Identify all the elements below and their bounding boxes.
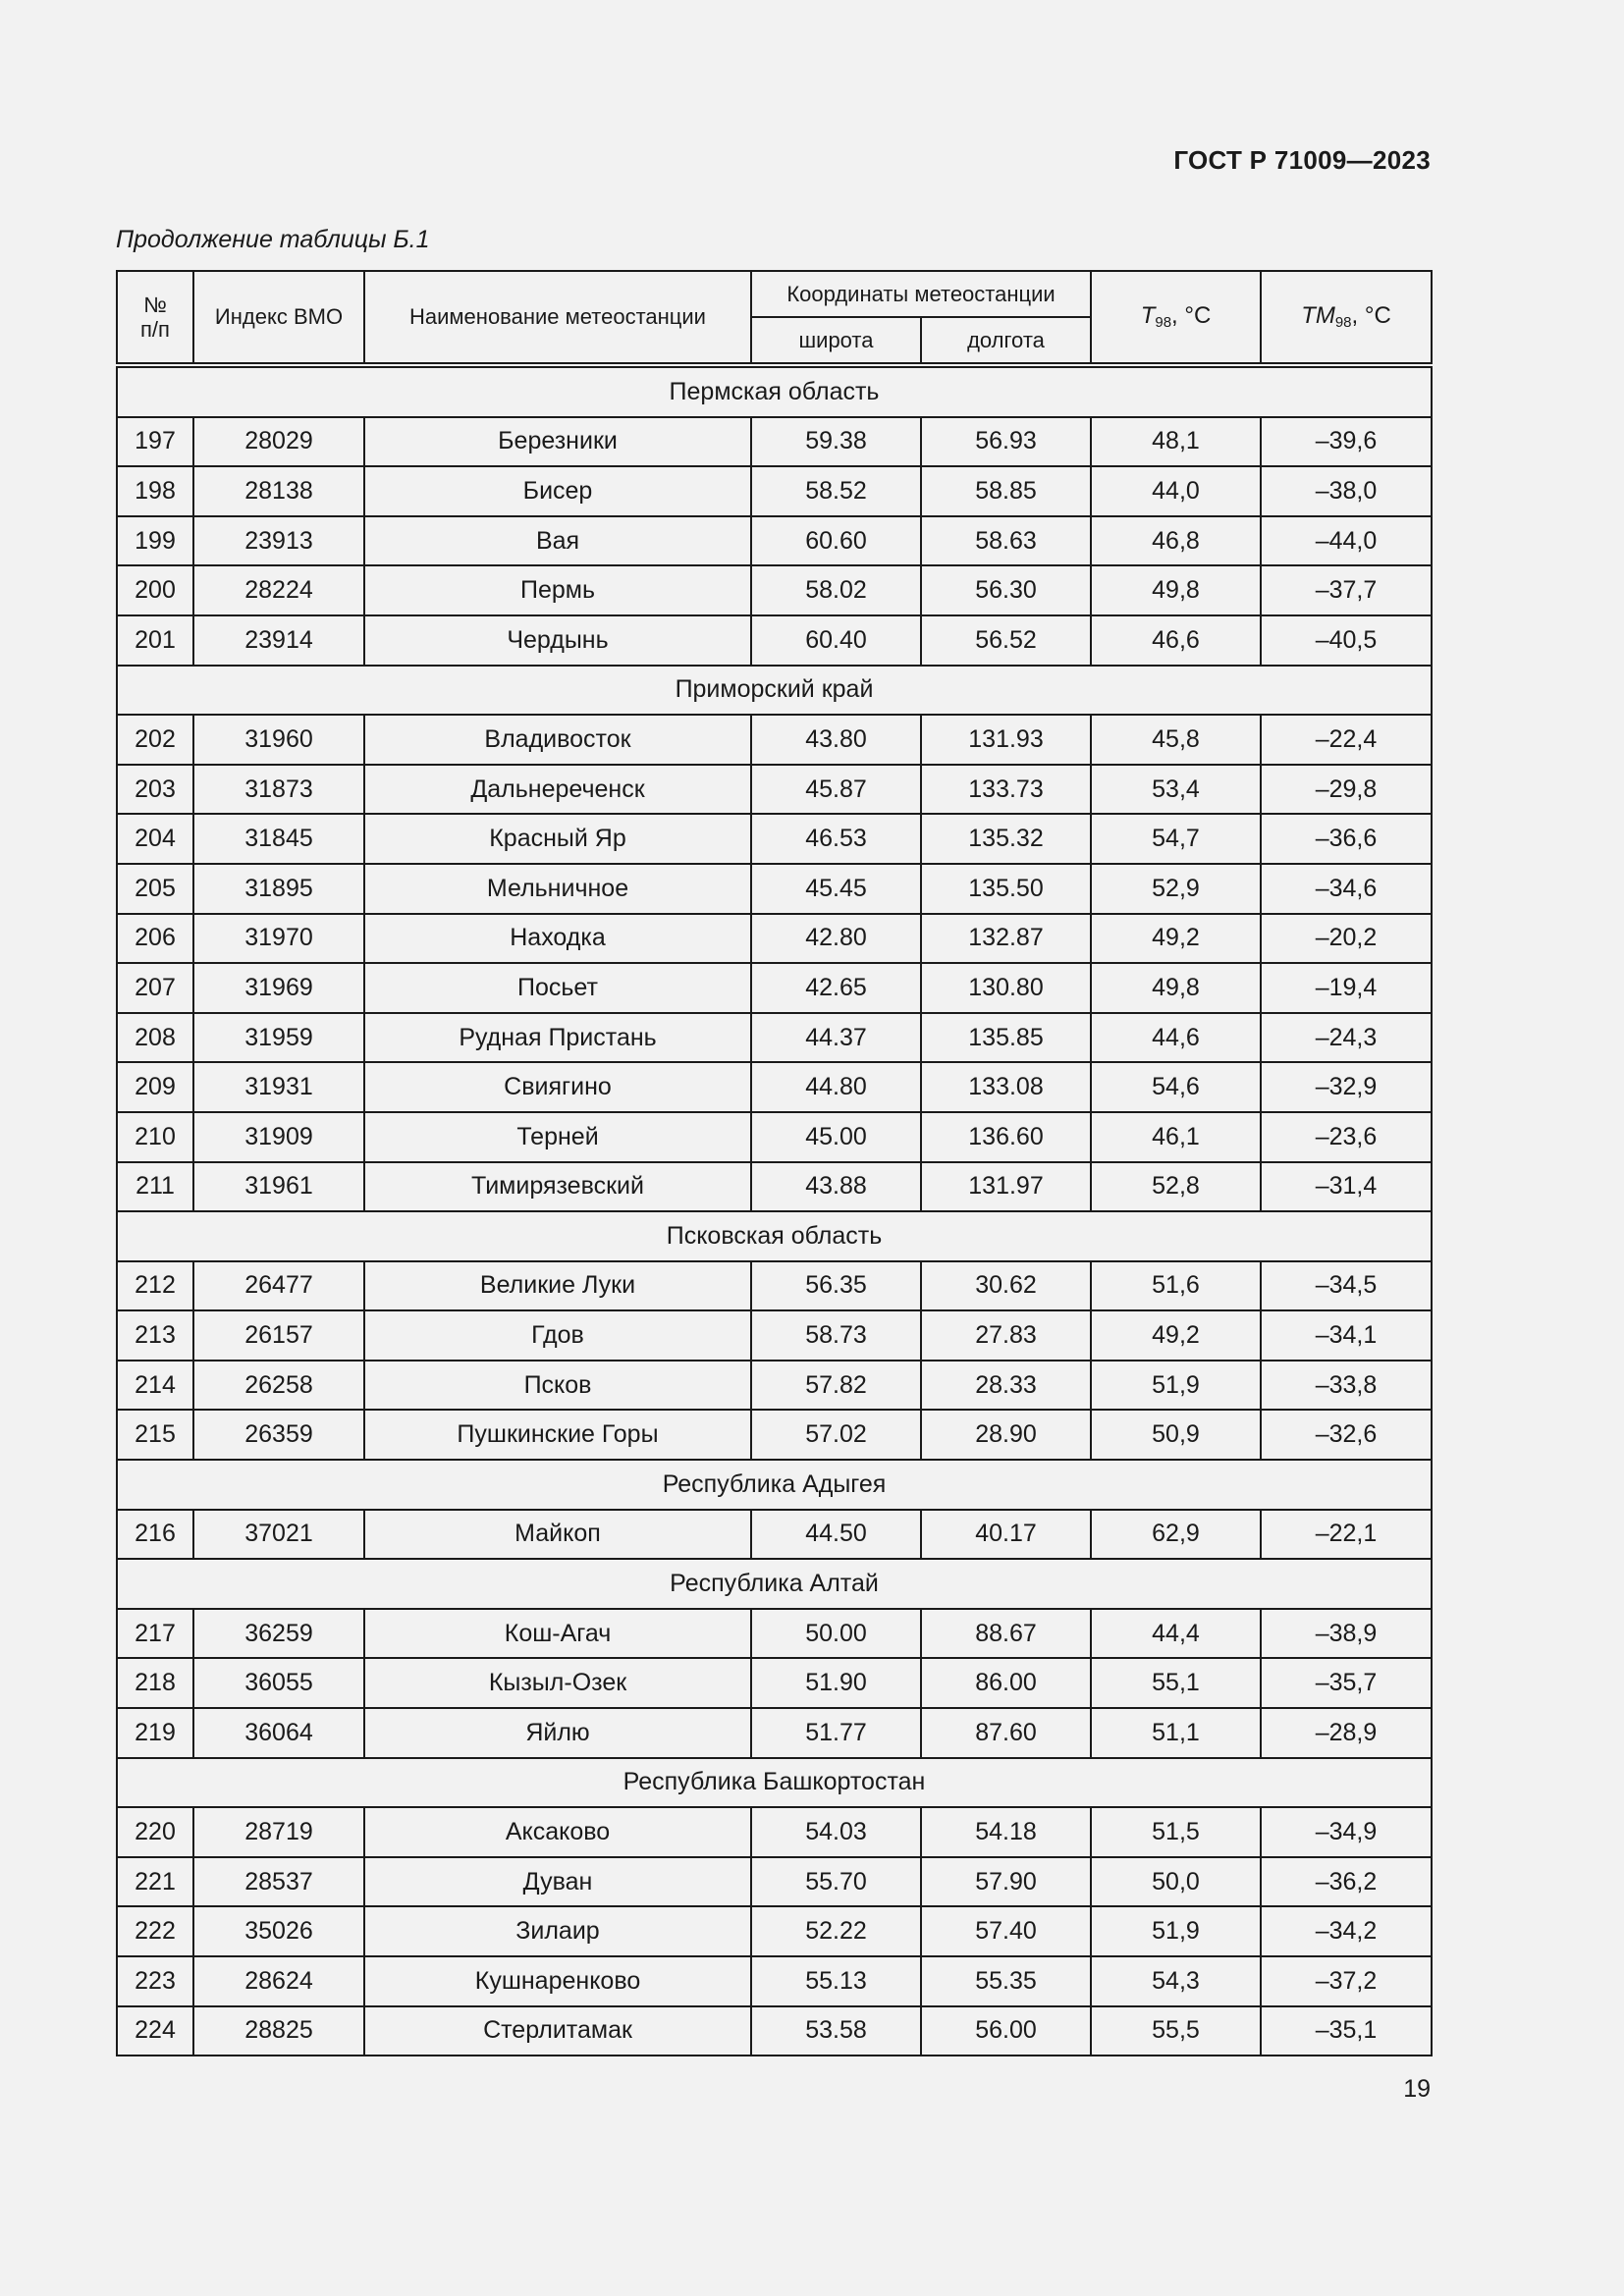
longitude: 56.52 [921, 615, 1091, 666]
latitude: 45.45 [751, 864, 921, 914]
wmo-index: 31895 [193, 864, 364, 914]
station-name: Яйлю [364, 1708, 751, 1758]
region-name: Псковская область [117, 1211, 1432, 1261]
wmo-index: 26359 [193, 1410, 364, 1460]
wmo-index: 31959 [193, 1013, 364, 1063]
header-t98-symbol: T [1140, 302, 1156, 330]
station-name: Дальнереченск [364, 765, 751, 815]
t98-value: 55,1 [1091, 1658, 1261, 1708]
header-tm98-symbol: TM [1301, 302, 1335, 330]
wmo-index: 31909 [193, 1112, 364, 1162]
station-name: Посьет [364, 963, 751, 1013]
row-number: 213 [117, 1310, 193, 1361]
tm98-value: –38,0 [1261, 466, 1432, 516]
t98-value: 49,2 [1091, 914, 1261, 964]
table-row [117, 1361, 1432, 1411]
wmo-index: 31873 [193, 765, 364, 815]
longitude: 54.18 [921, 1807, 1091, 1857]
latitude: 51.77 [751, 1708, 921, 1758]
row-number: 212 [117, 1261, 193, 1311]
row-number: 197 [117, 417, 193, 467]
table-row [117, 1310, 1432, 1361]
table-row [117, 1410, 1432, 1460]
tm98-value: –34,1 [1261, 1310, 1432, 1361]
longitude: 133.73 [921, 765, 1091, 815]
station-name: Стерлитамак [364, 2006, 751, 2056]
header-num [117, 271, 193, 365]
latitude: 45.87 [751, 765, 921, 815]
wmo-index: 26258 [193, 1361, 364, 1411]
header-num-line1: № [143, 292, 167, 317]
row-number: 204 [117, 814, 193, 864]
row-number: 219 [117, 1708, 193, 1758]
t98-value: 50,0 [1091, 1857, 1261, 1907]
table-row [117, 814, 1432, 864]
longitude: 131.93 [921, 715, 1091, 765]
longitude: 131.97 [921, 1162, 1091, 1212]
station-name: Владивосток [364, 715, 751, 765]
latitude: 57.82 [751, 1361, 921, 1411]
region-name: Приморский край [117, 666, 1432, 716]
longitude: 56.00 [921, 2006, 1091, 2056]
longitude: 27.83 [921, 1310, 1091, 1361]
wmo-index: 35026 [193, 1906, 364, 1956]
longitude: 135.32 [921, 814, 1091, 864]
station-name: Вая [364, 516, 751, 566]
station-name: Псков [364, 1361, 751, 1411]
row-number: 206 [117, 914, 193, 964]
header-wmo-index: Индекс ВМО [193, 271, 364, 365]
longitude: 86.00 [921, 1658, 1091, 1708]
station-name: Гдов [364, 1310, 751, 1361]
latitude: 56.35 [751, 1261, 921, 1311]
tm98-value: –36,6 [1261, 814, 1432, 864]
station-name: Пушкинские Горы [364, 1410, 751, 1460]
table-body [117, 365, 1432, 2056]
tm98-value: –38,9 [1261, 1609, 1432, 1659]
wmo-index: 26157 [193, 1310, 364, 1361]
wmo-index: 28537 [193, 1857, 364, 1907]
wmo-index: 28825 [193, 2006, 364, 2056]
header-t98 [1091, 271, 1261, 365]
table-row [117, 715, 1432, 765]
latitude: 58.73 [751, 1310, 921, 1361]
longitude: 135.50 [921, 864, 1091, 914]
row-number: 209 [117, 1062, 193, 1112]
station-name: Кош-Агач [364, 1609, 751, 1659]
station-name: Березники [364, 417, 751, 467]
table-row [117, 765, 1432, 815]
longitude: 58.63 [921, 516, 1091, 566]
wmo-index: 37021 [193, 1510, 364, 1560]
region-row [117, 1211, 1432, 1261]
row-number: 208 [117, 1013, 193, 1063]
t98-value: 54,7 [1091, 814, 1261, 864]
table-row [117, 466, 1432, 516]
latitude: 60.60 [751, 516, 921, 566]
wmo-index: 36064 [193, 1708, 364, 1758]
tm98-value: –37,2 [1261, 1956, 1432, 2006]
station-name: Мельничное [364, 864, 751, 914]
header-tm98-sub: 98 [1334, 314, 1352, 332]
station-name: Кызыл-Озек [364, 1658, 751, 1708]
latitude: 44.50 [751, 1510, 921, 1560]
tm98-value: –34,6 [1261, 864, 1432, 914]
table-row [117, 1013, 1432, 1063]
t98-value: 53,4 [1091, 765, 1261, 815]
t98-value: 62,9 [1091, 1510, 1261, 1560]
wmo-index: 28719 [193, 1807, 364, 1857]
t98-value: 46,1 [1091, 1112, 1261, 1162]
station-name: Кушнаренково [364, 1956, 751, 2006]
table-row [117, 1609, 1432, 1659]
tm98-value: –23,6 [1261, 1112, 1432, 1162]
wmo-index: 23913 [193, 516, 364, 566]
region-row [117, 1460, 1432, 1510]
latitude: 55.13 [751, 1956, 921, 2006]
region-row [117, 365, 1432, 417]
station-name: Бисер [364, 466, 751, 516]
t98-value: 52,9 [1091, 864, 1261, 914]
t98-value: 51,9 [1091, 1361, 1261, 1411]
table-row [117, 1261, 1432, 1311]
t98-value: 49,8 [1091, 565, 1261, 615]
latitude: 42.65 [751, 963, 921, 1013]
t98-value: 44,0 [1091, 466, 1261, 516]
table-row [117, 914, 1432, 964]
wmo-index: 31969 [193, 963, 364, 1013]
longitude: 132.87 [921, 914, 1091, 964]
table-row [117, 516, 1432, 566]
latitude: 52.22 [751, 1906, 921, 1956]
header-coordinates: Координаты метеостанции [751, 271, 1091, 317]
latitude: 44.80 [751, 1062, 921, 1112]
header-latitude: широта [751, 317, 921, 365]
table-row [117, 1956, 1432, 2006]
tm98-value: –35,1 [1261, 2006, 1432, 2056]
tm98-value: –24,3 [1261, 1013, 1432, 1063]
station-name: Зилаир [364, 1906, 751, 1956]
header-num-line2: п/п [140, 317, 170, 342]
longitude: 30.62 [921, 1261, 1091, 1311]
station-name: Свиягино [364, 1062, 751, 1112]
row-number: 205 [117, 864, 193, 914]
table-row [117, 417, 1432, 467]
wmo-index: 36055 [193, 1658, 364, 1708]
table-row [117, 1062, 1432, 1112]
t98-value: 44,6 [1091, 1013, 1261, 1063]
tm98-value: –32,6 [1261, 1410, 1432, 1460]
header-station-name: Наименование метеостанции [364, 271, 751, 365]
region-row [117, 666, 1432, 716]
latitude: 45.00 [751, 1112, 921, 1162]
tm98-value: –19,4 [1261, 963, 1432, 1013]
t98-value: 45,8 [1091, 715, 1261, 765]
longitude: 58.85 [921, 466, 1091, 516]
table-row [117, 963, 1432, 1013]
region-name: Республика Алтай [117, 1559, 1432, 1609]
table-row [117, 864, 1432, 914]
longitude: 57.40 [921, 1906, 1091, 1956]
tm98-value: –32,9 [1261, 1062, 1432, 1112]
t98-value: 54,6 [1091, 1062, 1261, 1112]
t98-value: 54,3 [1091, 1956, 1261, 2006]
wmo-index: 31931 [193, 1062, 364, 1112]
wmo-index: 36259 [193, 1609, 364, 1659]
table-row [117, 1112, 1432, 1162]
tm98-value: –40,5 [1261, 615, 1432, 666]
row-number: 203 [117, 765, 193, 815]
header-t98-unit: , °C [1171, 302, 1212, 330]
station-name: Аксаково [364, 1807, 751, 1857]
longitude: 57.90 [921, 1857, 1091, 1907]
t98-value: 51,6 [1091, 1261, 1261, 1311]
table-row [117, 1857, 1432, 1907]
wmo-index: 23914 [193, 615, 364, 666]
latitude: 53.58 [751, 2006, 921, 2056]
table-row [117, 1162, 1432, 1212]
tm98-value: –37,7 [1261, 565, 1432, 615]
header-tm98-unit: , °C [1351, 302, 1391, 330]
row-number: 223 [117, 1956, 193, 2006]
t98-value: 46,8 [1091, 516, 1261, 566]
station-name: Пермь [364, 565, 751, 615]
table-caption: Продолжение таблицы Б.1 [116, 226, 430, 253]
longitude: 87.60 [921, 1708, 1091, 1758]
row-number: 202 [117, 715, 193, 765]
t98-value: 49,8 [1091, 963, 1261, 1013]
row-number: 198 [117, 466, 193, 516]
station-name: Тимирязевский [364, 1162, 751, 1212]
tm98-value: –33,8 [1261, 1361, 1432, 1411]
page-number: 19 [1403, 2075, 1431, 2103]
stations-table [116, 270, 1433, 2056]
latitude: 57.02 [751, 1410, 921, 1460]
longitude: 55.35 [921, 1956, 1091, 2006]
row-number: 217 [117, 1609, 193, 1659]
station-name: Майкоп [364, 1510, 751, 1560]
row-number: 215 [117, 1410, 193, 1460]
station-name: Терней [364, 1112, 751, 1162]
station-name: Рудная Пристань [364, 1013, 751, 1063]
row-number: 216 [117, 1510, 193, 1560]
header-tm98 [1261, 271, 1432, 365]
wmo-index: 28624 [193, 1956, 364, 2006]
table-row [117, 1807, 1432, 1857]
longitude: 28.33 [921, 1361, 1091, 1411]
longitude: 88.67 [921, 1609, 1091, 1659]
tm98-value: –44,0 [1261, 516, 1432, 566]
station-name: Чердынь [364, 615, 751, 666]
latitude: 50.00 [751, 1609, 921, 1659]
table-row [117, 1658, 1432, 1708]
station-name: Находка [364, 914, 751, 964]
t98-value: 52,8 [1091, 1162, 1261, 1212]
t98-value: 50,9 [1091, 1410, 1261, 1460]
latitude: 55.70 [751, 1857, 921, 1907]
row-number: 210 [117, 1112, 193, 1162]
tm98-value: –28,9 [1261, 1708, 1432, 1758]
t98-value: 48,1 [1091, 417, 1261, 467]
latitude: 43.80 [751, 715, 921, 765]
latitude: 51.90 [751, 1658, 921, 1708]
longitude: 56.93 [921, 417, 1091, 467]
region-name: Пермская область [117, 365, 1432, 417]
t98-value: 51,1 [1091, 1708, 1261, 1758]
latitude: 46.53 [751, 814, 921, 864]
latitude: 42.80 [751, 914, 921, 964]
tm98-value: –22,4 [1261, 715, 1432, 765]
latitude: 54.03 [751, 1807, 921, 1857]
tm98-value: –35,7 [1261, 1658, 1432, 1708]
tm98-value: –34,5 [1261, 1261, 1432, 1311]
station-name: Дуван [364, 1857, 751, 1907]
wmo-index: 28224 [193, 565, 364, 615]
table-row [117, 565, 1432, 615]
latitude: 58.02 [751, 565, 921, 615]
row-number: 211 [117, 1162, 193, 1212]
t98-value: 44,4 [1091, 1609, 1261, 1659]
region-row [117, 1559, 1432, 1609]
latitude: 44.37 [751, 1013, 921, 1063]
wmo-index: 28138 [193, 466, 364, 516]
tm98-value: –34,9 [1261, 1807, 1432, 1857]
wmo-index: 28029 [193, 417, 364, 467]
latitude: 60.40 [751, 615, 921, 666]
tm98-value: –22,1 [1261, 1510, 1432, 1560]
header-longitude: долгота [921, 317, 1091, 365]
region-row [117, 1758, 1432, 1808]
longitude: 130.80 [921, 963, 1091, 1013]
tm98-value: –36,2 [1261, 1857, 1432, 1907]
table-row [117, 615, 1432, 666]
longitude: 40.17 [921, 1510, 1091, 1560]
tm98-value: –29,8 [1261, 765, 1432, 815]
latitude: 59.38 [751, 417, 921, 467]
row-number: 201 [117, 615, 193, 666]
row-number: 207 [117, 963, 193, 1013]
wmo-index: 31970 [193, 914, 364, 964]
region-name: Республика Башкортостан [117, 1758, 1432, 1808]
table-row [117, 2006, 1432, 2056]
longitude: 136.60 [921, 1112, 1091, 1162]
row-number: 199 [117, 516, 193, 566]
station-name: Красный Яр [364, 814, 751, 864]
longitude: 28.90 [921, 1410, 1091, 1460]
tm98-value: –31,4 [1261, 1162, 1432, 1212]
row-number: 200 [117, 565, 193, 615]
wmo-index: 31845 [193, 814, 364, 864]
latitude: 43.88 [751, 1162, 921, 1212]
row-number: 224 [117, 2006, 193, 2056]
document-code: ГОСТ Р 71009—2023 [1173, 145, 1431, 175]
longitude: 133.08 [921, 1062, 1091, 1112]
row-number: 222 [117, 1906, 193, 1956]
row-number: 214 [117, 1361, 193, 1411]
wmo-index: 31960 [193, 715, 364, 765]
table-row [117, 1708, 1432, 1758]
tm98-value: –20,2 [1261, 914, 1432, 964]
tm98-value: –39,6 [1261, 417, 1432, 467]
tm98-value: –34,2 [1261, 1906, 1432, 1956]
t98-value: 51,9 [1091, 1906, 1261, 1956]
station-name: Великие Луки [364, 1261, 751, 1311]
row-number: 221 [117, 1857, 193, 1907]
table-header [117, 271, 1432, 365]
t98-value: 55,5 [1091, 2006, 1261, 2056]
region-name: Республика Адыгея [117, 1460, 1432, 1510]
row-number: 218 [117, 1658, 193, 1708]
wmo-index: 26477 [193, 1261, 364, 1311]
t98-value: 46,6 [1091, 615, 1261, 666]
header-t98-sub: 98 [1155, 314, 1172, 332]
longitude: 135.85 [921, 1013, 1091, 1063]
longitude: 56.30 [921, 565, 1091, 615]
t98-value: 49,2 [1091, 1310, 1261, 1361]
row-number: 220 [117, 1807, 193, 1857]
latitude: 58.52 [751, 466, 921, 516]
table-row [117, 1906, 1432, 1956]
wmo-index: 31961 [193, 1162, 364, 1212]
t98-value: 51,5 [1091, 1807, 1261, 1857]
table-row [117, 1510, 1432, 1560]
